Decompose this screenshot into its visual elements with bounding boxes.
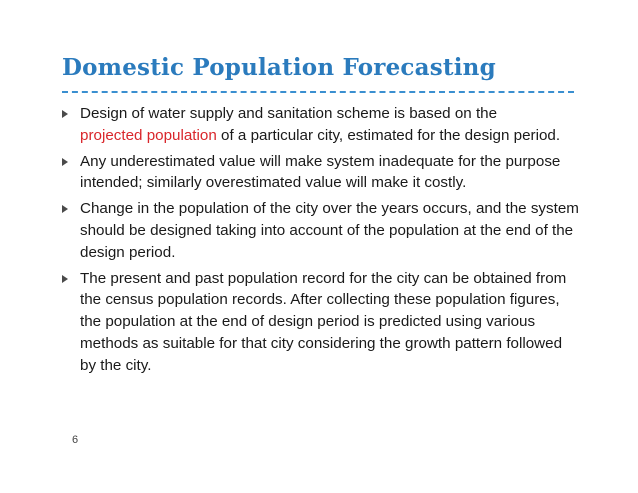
- bullet-list: [62, 103, 582, 381]
- bullet-item-1: [62, 103, 582, 147]
- bullet-arrow-icon: [62, 158, 68, 166]
- projected-population-highlight: projected population: [80, 126, 217, 144]
- bullet-1-text-after: of a particular city, estimated for the design period.: [216, 126, 561, 144]
- bullet-3-text: Change in the population of the city over the years occurs, and the system should be designed taking into account of the population at the end of the design period.: [80, 200, 579, 261]
- slide-title: Domestic Population Forecasting: [62, 54, 496, 81]
- bullet-2-text: Any underestimated value will make system inadequate for the purpose intended; similarly overestimated value will make it costly.: [80, 152, 561, 192]
- page-number: 6: [72, 434, 79, 446]
- bullet-item-4: [62, 268, 582, 377]
- bullet-item-2: [62, 151, 582, 195]
- bullet-1-text-before: Design of water supply and sanitation scheme is based on the: [80, 105, 498, 122]
- bullet-arrow-icon: [62, 205, 68, 213]
- title-dashed-rule: [62, 91, 574, 93]
- bullet-4-text: The present and past population record for the city can be obtained from the census population records. After collecting these population figures, the population at the end of design period is predicted using various methods as suitable for that city considering the growth pattern followed by the city.: [80, 269, 567, 374]
- bullet-item-3: [62, 198, 582, 263]
- bullet-arrow-icon: [62, 275, 68, 283]
- bullet-arrow-icon: [62, 110, 68, 118]
